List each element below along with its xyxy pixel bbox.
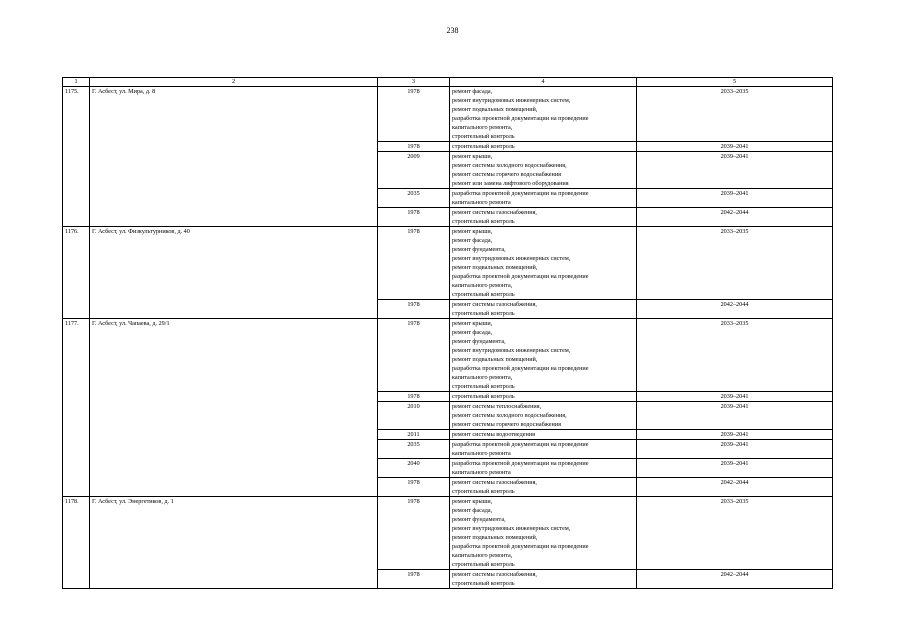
- work-item: капитального ремонта,: [452, 124, 513, 131]
- work-item: капитального ремонта,: [452, 374, 513, 381]
- work-item: ремонт подвальных помещений,: [452, 264, 538, 271]
- work-item: разработка проектной документации на проведение: [452, 115, 589, 122]
- period-cell: 2039–2041: [637, 402, 833, 430]
- work-item: ремонт фасада,: [452, 329, 493, 336]
- work-item: строительный контроль: [452, 488, 515, 495]
- work-item: ремонт крыши,: [452, 498, 493, 505]
- works-cell: [450, 402, 637, 430]
- work-item: ремонт системы газоснабжения,: [452, 301, 537, 308]
- period-cell: 2042–2044: [637, 300, 833, 319]
- works-cell: [450, 319, 637, 392]
- table-row: [63, 497, 833, 570]
- work-item: ремонт системы газоснабжения,: [452, 571, 537, 578]
- period-cell: 2039–2041: [637, 459, 833, 478]
- work-item: разработка проектной документации на проведение: [452, 365, 589, 372]
- works-cell: [450, 430, 637, 440]
- row-number: 1178.: [63, 497, 90, 589]
- period-cell: 2042–2044: [637, 478, 833, 497]
- work-item: ремонт крыши,: [452, 320, 493, 327]
- work-item: ремонт фасада,: [452, 237, 493, 244]
- year-cell: 2009: [378, 152, 450, 189]
- year-cell: 1978: [378, 300, 450, 319]
- work-item: ремонт подвальных помещений,: [452, 534, 538, 541]
- work-item: ремонт фундамента,: [452, 516, 506, 523]
- work-item: капитального ремонта,: [452, 552, 513, 559]
- works-cell: [450, 152, 637, 189]
- work-item: ремонт или замена лифтового оборудования: [452, 180, 569, 187]
- work-item: капитального ремонта: [452, 199, 511, 206]
- row-number: 1176.: [63, 227, 90, 319]
- works-cell: [450, 87, 637, 142]
- work-item: ремонт системы теплоснабжения,: [452, 403, 542, 410]
- work-item: капитального ремонта: [452, 469, 511, 476]
- work-item: ремонт системы холодного водоснабжения,: [452, 162, 567, 169]
- works-cell: [450, 440, 637, 459]
- work-item: строительный контроль: [452, 383, 515, 390]
- period-cell: 2039–2041: [637, 392, 833, 402]
- period-cell: 2039–2041: [637, 430, 833, 440]
- address-cell: Г. Асбест, ул. Чапаева, д. 29/1: [90, 319, 378, 497]
- period-cell: 2033–2035: [637, 87, 833, 142]
- year-cell: 1978: [378, 142, 450, 152]
- year-cell: 2040: [378, 459, 450, 478]
- work-item: ремонт фасада,: [452, 88, 493, 95]
- works-cell: [450, 392, 637, 402]
- row-number: 1177.: [63, 319, 90, 497]
- work-item: строительный контроль: [452, 291, 515, 298]
- address-cell: Г. Асбест, ул. Энергетиков, д. 1: [90, 497, 378, 589]
- year-cell: 2035: [378, 440, 450, 459]
- work-item: ремонт фасада,: [452, 507, 493, 514]
- work-item: ремонт системы горячего водоснабжения: [452, 421, 561, 428]
- header-row: [63, 78, 833, 87]
- work-item: капитального ремонта,: [452, 282, 513, 289]
- period-cell: 2033–2035: [637, 319, 833, 392]
- repair-schedule-table: [62, 77, 833, 589]
- period-cell: 2039–2041: [637, 142, 833, 152]
- work-item: ремонт системы холодного водоснабжения,: [452, 412, 567, 419]
- work-item: строительный контроль: [452, 310, 515, 317]
- works-cell: [450, 478, 637, 497]
- work-item: строительный контроль: [452, 561, 515, 568]
- work-item: ремонт крыши,: [452, 153, 493, 160]
- works-cell: [450, 459, 637, 478]
- work-item: строительный контроль: [452, 218, 515, 225]
- work-item: ремонт фундамента,: [452, 246, 506, 253]
- work-item: строительный контроль: [452, 393, 515, 400]
- works-cell: [450, 227, 637, 300]
- table-row: [63, 319, 833, 392]
- work-item: ремонт внутридомовых инженерных систем,: [452, 97, 571, 104]
- period-cell: 2033–2035: [637, 497, 833, 570]
- work-item: разработка проектной документации на проведение: [452, 460, 589, 467]
- work-item: разработка проектной документации на проведение: [452, 190, 589, 197]
- header-cell-5: 5: [637, 78, 833, 87]
- work-item: ремонт системы газоснабжения,: [452, 479, 537, 486]
- year-cell: 2010: [378, 402, 450, 430]
- row-number: 1175.: [63, 87, 90, 227]
- year-cell: 2035: [378, 189, 450, 208]
- work-item: разработка проектной документации на проведение: [452, 273, 589, 280]
- works-cell: [450, 300, 637, 319]
- header-cell-3: 3: [378, 78, 450, 87]
- work-item: ремонт внутридомовых инженерных систем,: [452, 525, 571, 532]
- period-cell: 2042–2044: [637, 208, 833, 227]
- header-cell-2: 2: [90, 78, 378, 87]
- year-cell: 1978: [378, 392, 450, 402]
- works-cell: [450, 189, 637, 208]
- work-item: разработка проектной документации на проведение: [452, 543, 589, 550]
- work-item: строительный контроль: [452, 133, 515, 140]
- period-cell: 2039–2041: [637, 152, 833, 189]
- period-cell: 2042–2044: [637, 570, 833, 589]
- works-cell: [450, 570, 637, 589]
- year-cell: 1978: [378, 478, 450, 497]
- work-item: ремонт внутридомовых инженерных систем,: [452, 255, 571, 262]
- works-cell: [450, 497, 637, 570]
- work-item: ремонт фундамента,: [452, 338, 506, 345]
- address-cell: Г. Асбест, ул. Мира, д. 8: [90, 87, 378, 227]
- work-item: строительный контроль: [452, 580, 515, 587]
- work-item: ремонт системы горячего водоснабжения: [452, 171, 561, 178]
- page-number: 238: [446, 26, 459, 35]
- year-cell: 1978: [378, 208, 450, 227]
- table-row: [63, 227, 833, 300]
- work-item: ремонт крыши,: [452, 228, 493, 235]
- work-item: ремонт подвальных помещений,: [452, 356, 538, 363]
- work-item: ремонт внутридомовых инженерных систем,: [452, 347, 571, 354]
- work-item: капитального ремонта: [452, 450, 511, 457]
- period-cell: 2033–2035: [637, 227, 833, 300]
- year-cell: 1978: [378, 87, 450, 142]
- address-cell: Г. Асбест, ул. Физкультурников, д. 40: [90, 227, 378, 319]
- work-item: ремонт системы водоотведения: [452, 431, 535, 438]
- table-body: [63, 78, 833, 589]
- work-item: строительный контроль: [452, 143, 515, 150]
- period-cell: 2039–2041: [637, 440, 833, 459]
- works-cell: [450, 142, 637, 152]
- header-cell-1: 1: [63, 78, 90, 87]
- year-cell: 1978: [378, 227, 450, 300]
- works-cell: [450, 208, 637, 227]
- table-row: [63, 87, 833, 142]
- period-cell: 2039–2041: [637, 189, 833, 208]
- work-item: ремонт системы газоснабжения,: [452, 209, 537, 216]
- work-item: разработка проектной документации на проведение: [452, 441, 589, 448]
- year-cell: 2011: [378, 430, 450, 440]
- year-cell: 1978: [378, 570, 450, 589]
- year-cell: 1978: [378, 319, 450, 392]
- year-cell: 1978: [378, 497, 450, 570]
- work-item: ремонт подвальных помещений,: [452, 106, 538, 113]
- header-cell-4: 4: [450, 78, 637, 87]
